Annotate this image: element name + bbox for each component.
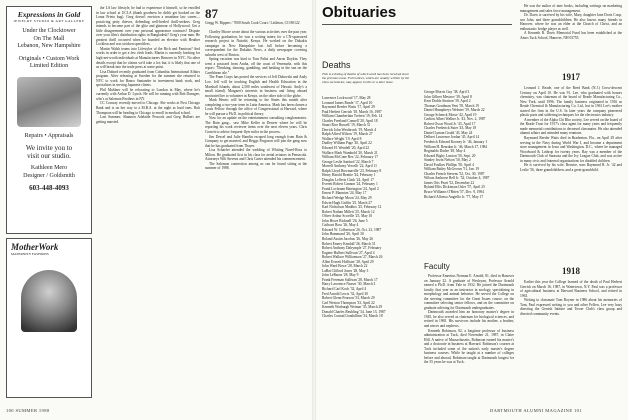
deaths-list-1: [322, 96, 419, 410]
paragraph: The Salomon connection among us can be found sitting at the summer of 1988.: [205, 161, 307, 171]
death-entry: John Ward Bowe '28, March 22: [322, 264, 368, 269]
paragraph: Professor Emeritus Norman E. Arnold, 81, died in Hanover on January 22. A graduate of Wesleyan, Professor Arnold earned a Ph.D. from Yale in 1932. He joined the Dartmouth faculty that year as an instructor in zoology, specializing in morphology and animal behavior. He served the College on the steering committee for the Great Issues course, on the committee selecting senior fellows, and on the committee on graduate advising for Dartmouth undergraduates.: [424, 274, 514, 310]
death-entry: Daniel Lyman Gould '43, May 24: [424, 130, 473, 135]
death-entry: Robert Anthony Dalrymple '27, February: [322, 246, 382, 251]
death-entry: Daniel Humphreys Webster '39, March 22: [424, 108, 485, 113]
death-entry: Ralph Alfred Wilson '19, March 27: [322, 132, 373, 137]
death-entry: Delbert Lawrence Jordan '45, April 14: [424, 135, 480, 140]
paragraph: CC Conway recently moved to Chicago. She works at First Chicago Bank and is on her way to a M.B.A. at the night as hard ones. Rob Thompson will be heading to Chicago to enroll in medical school.: [96, 101, 200, 115]
deaths-heading: Deaths: [322, 60, 351, 70]
death-entry: Frank Lochrnan Harrington '24, April 2: [322, 186, 379, 191]
death-entry: David Foulkes Phillips '50, April 4: [424, 162, 474, 167]
title-rule: [322, 24, 512, 25]
death-entry: Edward Bigby Lawton '50, Sept. 20: [424, 153, 476, 158]
death-entry: Robert Oscar Wood Jr. '43, April 17: [424, 121, 476, 126]
death-entry: Edward W. Colbertson '26, Oct. 23, 1987: [322, 227, 382, 232]
paragraph: Dr. Davis is survived by his wife, Mary, daughter Jane Doris Coop, son John, and three grandchildren. He also knows many friends in Hanover, where he was an elder at the Church of Christ, and an enthusiastic bridge player as well.: [520, 13, 622, 31]
paragraph: Writing to classmate Tom Royner in 1986 about his memories of Tom, Paul expressed writing to you and other Fellow. Lee very busy directing the Gerrish Intitute and Tower Club's class group and directed community events.: [520, 298, 622, 316]
paragraph: Spring vacation was kind to Tom Palisi and Aaron Doykin. They went a postcard from Aruba, off the coast of Venezuela, with this report: "Drinking, dancing, gambling, and basking in the sun on the Carribbean isle.": [205, 57, 307, 75]
paragraph: Raymond Reeder Watts died in Bradenton, Fla., on April 29 after serving in the Navy during World War I, and became a department store management in Iowa and Washington, D.C., where he managed Woodward & Lothrop for twenty years. Ray was a member of the Dartmouth Club of Sarasota and the Ivy League Club, and was active in many civic and fraternal organizations for disabled children.: [520, 136, 622, 163]
death-entry: Eugene Hulbert Sullivan '27, April 4: [322, 250, 375, 255]
faculty-heading: Faculty: [424, 262, 450, 271]
death-entry: Charles Frederick Suter '43, May 18: [424, 126, 477, 131]
ad-line: Lebanon, New Hampshire: [17, 43, 81, 49]
paragraph: Lisa Dubord recently graduated from Columbia International Affairs program. After releasing at Sweden for the summer she returned to NYC to work for Banco Santander in investment bank work, and specializes in serving Japanese clients.: [96, 69, 200, 88]
death-entry: Roland Austin Jacobus '26, May 26: [322, 236, 373, 241]
death-entry: Oliver Arthur Scoville '25, May 10: [322, 214, 373, 219]
death-entry: Harry Lawrence Nusser '30, March 3: [322, 282, 376, 287]
death-entry: Cathcart Ross '26, May 4: [322, 223, 359, 228]
left-page-footer: 100 SUMMER 1988: [6, 408, 50, 413]
death-entry: Richard Carl Koch '32, April 4: [322, 286, 367, 291]
death-entry: George Morris Guy '38, April 3: [424, 90, 470, 94]
ad-phone: 603-448-4093: [29, 184, 69, 192]
death-entry: Douglas Lefferts Clark '24, April 17: [322, 177, 374, 182]
ad-line: Kathleen Mero: [30, 165, 68, 171]
death-entry: George Schenck Morse '42, April 19: [424, 112, 477, 117]
death-entry: Ralph Lloyd Bowmaville '23, February 8: [322, 168, 382, 173]
paragraph: Martin Walsh teams into Lifestyles of the Rich and Famious? And works in order to get a few clerk leads. Martin is currently booking for high-net-worth individuals at Manufacturers Hanover in NYC. No other details except that he claims we'd take a lot; but, it is likely that one of us will break into the trade press at some point.: [96, 46, 200, 70]
class-secretary-address: Gregg W. Ripperr / 7000 South Cook Court / Littleton, CO 80122: [205, 21, 300, 25]
death-entry: Robert Wallace Williamson '27, March 26: [322, 255, 383, 260]
sandal-photo: [17, 77, 81, 127]
paragraph: He was the author of nine books, including writings on marketing management and sales force management.: [520, 4, 622, 13]
death-entry: William H. Reardon Jr. '46, March 17, 1984: [424, 144, 488, 149]
paragraph: A Kenneth R. Davis Memorial Fund has been established at the Amos Tuck School, Hanover, NH 03755.: [520, 31, 622, 40]
paragraph: the LA law lifestyle, he had to experience it himself, so he enrolled in law school at UCLA (thank goodness he didn't get hooked on the Loma Prieta bug). Greg doesn't envision a mundane law career—practicing petty thieves, defending well-heeled thrill-seekers. Greg intends to become part of the glitz and glamour of Hollywood. Get a little disagreement over your personal appearance contracts? Dispute over your film's distribution rights in Bangladesh? Greg's your man. He greatest thrill occurred when he boarded an elevator with Heather Locklear and was stricken speechless.: [96, 6, 200, 47]
death-entry: Richard Wedge Moon '24, May 29: [322, 196, 372, 201]
death-entry: Edwin Hugh Griffin '25, March 27: [322, 200, 372, 205]
death-entry: John Howe Bicknell '26, June 5: [322, 218, 368, 223]
death-entry: Reginaldo Dudee '49, May 4: [424, 149, 466, 154]
ad-line: We invite you to: [25, 144, 73, 152]
paragraph: Jim Dessel and Julie Hamlin escaped long enough from Bain & Company to get married, and Briggs Ferguson will join the gang now that he has graduated from Thayer.: [205, 134, 307, 148]
death-entry: George Leslie Sanford '22, March 7: [322, 159, 374, 164]
death-entry: Fred Arnold Lewis '32, April 30: [322, 291, 368, 296]
ad-tagline: JEWELRY STUDIO & ART GALLERY: [13, 19, 85, 23]
death-entry: Wallace Wright '19, April 8: [322, 136, 362, 141]
paragraph: Lisa Schaefer attended the wedding of Whiting Navel-Ross to Milton. He graduated first in his class for aerial aviators in Pensacola. Attorneys Wilt Stevens and Chris Carter attended his commencement.: [205, 148, 307, 162]
death-entry: Paul Herbert Gerrish '18, March 16, 1987: [322, 109, 382, 114]
death-entry: Robert Emery Kendall '26, March 31: [322, 241, 376, 246]
ad-expressions-in-gold: [6, 6, 92, 234]
class-year-heading: 87: [205, 6, 218, 21]
death-entry: Raymond Reeder Watts '17, April 29: [322, 105, 375, 110]
death-entry: Thomas Goodman Vent '39, March 19: [424, 103, 479, 108]
ad-tagline: MATERNITY FASHIONS: [11, 252, 49, 256]
ad-line: Under the Clocktower: [22, 28, 76, 34]
death-entry: William Bailey McGeown '51, Jan. 19: [424, 167, 480, 172]
deaths-intro: This is a listing of deaths of which word has been received since the previous issue. Full notices, which are usually written by the class secretaries, may appear in this or a later issue.: [322, 72, 410, 85]
text-column-5-top: [520, 4, 622, 68]
paragraph: Now for an update on the entertainment consulting conglomerates. The Bain gang... saw Mike Keller in Denver where he will be reporting his work reviewer items over the next eleven years. Chris Cornett to advise frequent-flyer miles in the process.: [205, 116, 307, 135]
death-entry: John Hammond '26, April 30: [322, 232, 364, 237]
death-entry: Morrell Anthony Vercelli '22, April 11: [322, 164, 377, 169]
right-page-footer: DARTMOUTH ALUMNI MAGAZINE 101: [490, 408, 582, 413]
death-entry: Robert Nathan Millett '25, March 12: [322, 209, 375, 214]
death-entry: Ryland Ellis Dickinson Osler '57, April 25: [424, 185, 485, 190]
paragraph: Last Summer, Shannon Adelaide Peacock and Greg Hulbert are getting married.: [96, 115, 200, 124]
ad-line: Limited Edition: [29, 63, 69, 69]
death-entry: Richard Alfonso Angiello Jr. '77, May 17: [424, 194, 484, 199]
deaths-list-2: [424, 90, 514, 258]
death-entry: Everett Robert Cannon '24, February 1: [322, 182, 378, 187]
death-entry: Carlton Albert Walker Jr. '43, Nov. 2, 1987: [424, 117, 486, 122]
text-column-2: [205, 30, 307, 404]
death-entry: William Chamberlain Trefren '19, Feb. 14: [322, 114, 383, 119]
death-entry: LaBat Clifford Jones '28, May 3: [322, 268, 369, 273]
death-entry: Kenneth Warburgh Weimar '35, March 29: [322, 305, 383, 310]
year-heading-1918: 1918: [562, 266, 580, 276]
death-entry: Robert Glenn Fearson '33, March 29: [322, 296, 375, 301]
death-entry: Stanley Irwin Nelson '50, May 2: [424, 158, 471, 163]
death-entry: Wilson Ambrose Bell Jr. '52, October 4, 1987: [424, 176, 490, 181]
death-entry: Dudley William Page '20, April 22: [322, 141, 372, 146]
page-gutter: [312, 0, 316, 420]
text-column-1: [96, 6, 200, 404]
death-entry: Karl Nicholson Maddox '25, February 12: [322, 205, 382, 210]
ad-line: On The Mall: [33, 35, 65, 42]
model-photo: [21, 270, 77, 332]
death-entry: Lawrence Lockwood '17, May 28: [322, 96, 371, 100]
paragraph: Earlier this year the College learned of the death of Paul Herbert Gerrish on March 16, 1987, in Watertown, N.Y. Paul was a professor of agricultural business at Harvard Business School, and retired in 1963.: [520, 280, 622, 298]
death-entry: Ernest P. Mannion '24, May 17: [322, 191, 367, 196]
year-heading-1917: 1917: [562, 72, 580, 82]
paragraph: Kenneth Robinson, 82, a longtime professor of business administration at Tuck, died November 21, 1987, in Claire Hill. A native of Massachusetts, Robinson earned his master's and a doctorate in business at Harvard. Robinson's courses at Tuck included some of the nation's early master's degree business courses. While he taught at a number of colleges before and abroad, Robinson taught at Dartmouth longest for the 35 years he was at Tuck.: [424, 328, 514, 365]
death-entry: John Gilbert Mesirov '39, April 8: [424, 94, 472, 99]
paragraph: He is survived by his wife, Bernice, sons Raymond R. Jr. '42 and Leslie '56, three grandchildren, and a great-grandchild.: [520, 163, 622, 172]
paragraph: Dartmouth awarded him an honorary master's degree in 1945, he also served as chairman for biological sciences, and retired in 1965. His survivors include his mother, a brother, and nieces and nephews.: [424, 310, 514, 329]
death-entry: Charles Freeland Connell '20, April 18: [322, 118, 378, 123]
death-entry: Wallace Mark Wambold '20, March 21: [322, 150, 378, 155]
paragraph: Leonard J. Reade, one of the Reed Bank (N.J.) Cross-descent Century on April 10. He was 91. Lee, who graduated with honors chemistry, was chairman of the board of Reade Manufacturing Co., New York, until 1996. The family business originated in 1916 as Reade Chemical & Manufacturing Co. Ltd., but in 1961 Lee's mother started the firm in the U.S. In later years the company pioneered plastic parts and soldering techniques for the electronics industry.: [520, 86, 622, 118]
page-title: Obituaries: [322, 4, 397, 21]
death-entry: Carl Weston Thompson '33, April 22: [322, 300, 375, 305]
ad-motherwork: [6, 238, 92, 398]
ad-line: Designer / Goldsmith: [23, 172, 75, 179]
death-entry: Bruce Williams O'Brien '57, Dec. 9, 1984: [424, 190, 484, 195]
death-entry: James Otis Peart '52, December 22: [424, 180, 475, 185]
death-entry: Henry Harold Beattie '24, February 1: [322, 173, 376, 178]
paragraph: Mark Henric will be returning to the States this month after completing a two-year term in Latin America. Mark has been chosen a Louis Fellow through the office of Congressional at Harvard, where he will pursue a Ph.D. in political theory.: [205, 98, 307, 116]
paragraph: Charley Moore wrote about the various activities over the past year. Following graduation, he was a writing intern for a CN-sponsored research project in Nairobi, Kenya. He worked on the Dukakis campaign in New Hampshire last fall before becoming a correspondent for the Dukakis News, a daily newspaper covering suburbs west of Boston.: [205, 30, 307, 57]
death-entry: Allen Everett Hollister '28, April 29: [322, 259, 374, 264]
text-column-5-mid: [520, 86, 622, 262]
death-entry: Derrick John Westbrook '19, March 4: [322, 127, 376, 132]
death-entry: Donald Charles Reubling '34, June 13, 1987: [322, 309, 386, 314]
paragraph: The Fram Corps has posted the services of Jeff Dubovski and Andy Loo. Jeff will be teaching English and Health Education in the Marshall Islands, about 2,500 miles southwest of Hawaii. Andy's a small island). Margaret's interests in business and living abroad motivated her to volunteer in Kenya, on the other side of the globe.: [205, 75, 307, 98]
death-entry: Charles Conrad Gondollinn '34, March 18: [322, 314, 383, 319]
ad-brand-name: Expressions in Gold: [17, 10, 81, 19]
death-entry: Kent Dodds Stratton '39, April 2: [424, 99, 471, 104]
ad-line: Repairs • Appraisals: [24, 132, 74, 139]
ad-brand-name: MotherWork: [11, 242, 59, 252]
death-entry: Charles French Stevens '52, Oct. 30, 1987: [424, 171, 485, 176]
paragraph: A member of the Alpha Chi Rho society, Lee served on the board of the Reade Trust for 1917's class agent for many years and frequently made memorial contributions to deceased classmates. He also attended alumni affairs and attended many reunions.: [520, 117, 622, 136]
ad-line: visit our studio.: [27, 152, 71, 160]
death-entry: John LeBaron '28, May 9: [322, 273, 359, 278]
death-entry: Frederick Edward Kooney Jr. '46, January 1: [424, 140, 488, 145]
death-entry: William McCone Rex '22, February 17: [322, 155, 378, 160]
death-entry: Stuart Rice Russell '19, March 31: [322, 123, 371, 128]
text-column-5-bottom: [520, 280, 622, 404]
paragraph: Phil Muhlner will be relocating to London in May, where he's currently with Arthur D. Lynch. He will be running with Rob Dunsgee, who's at Salomon Brothers in NY.: [96, 87, 200, 101]
death-entry: Leonard James Reade '17, April 10: [322, 100, 373, 105]
faculty-column: [424, 274, 514, 404]
ad-line: Originals • Custom Work: [18, 55, 80, 62]
death-entry: Frank Freeman Sullivan '28, March 17: [322, 277, 378, 282]
death-entry: Edward H. Wendell '20, April 22: [322, 146, 370, 151]
